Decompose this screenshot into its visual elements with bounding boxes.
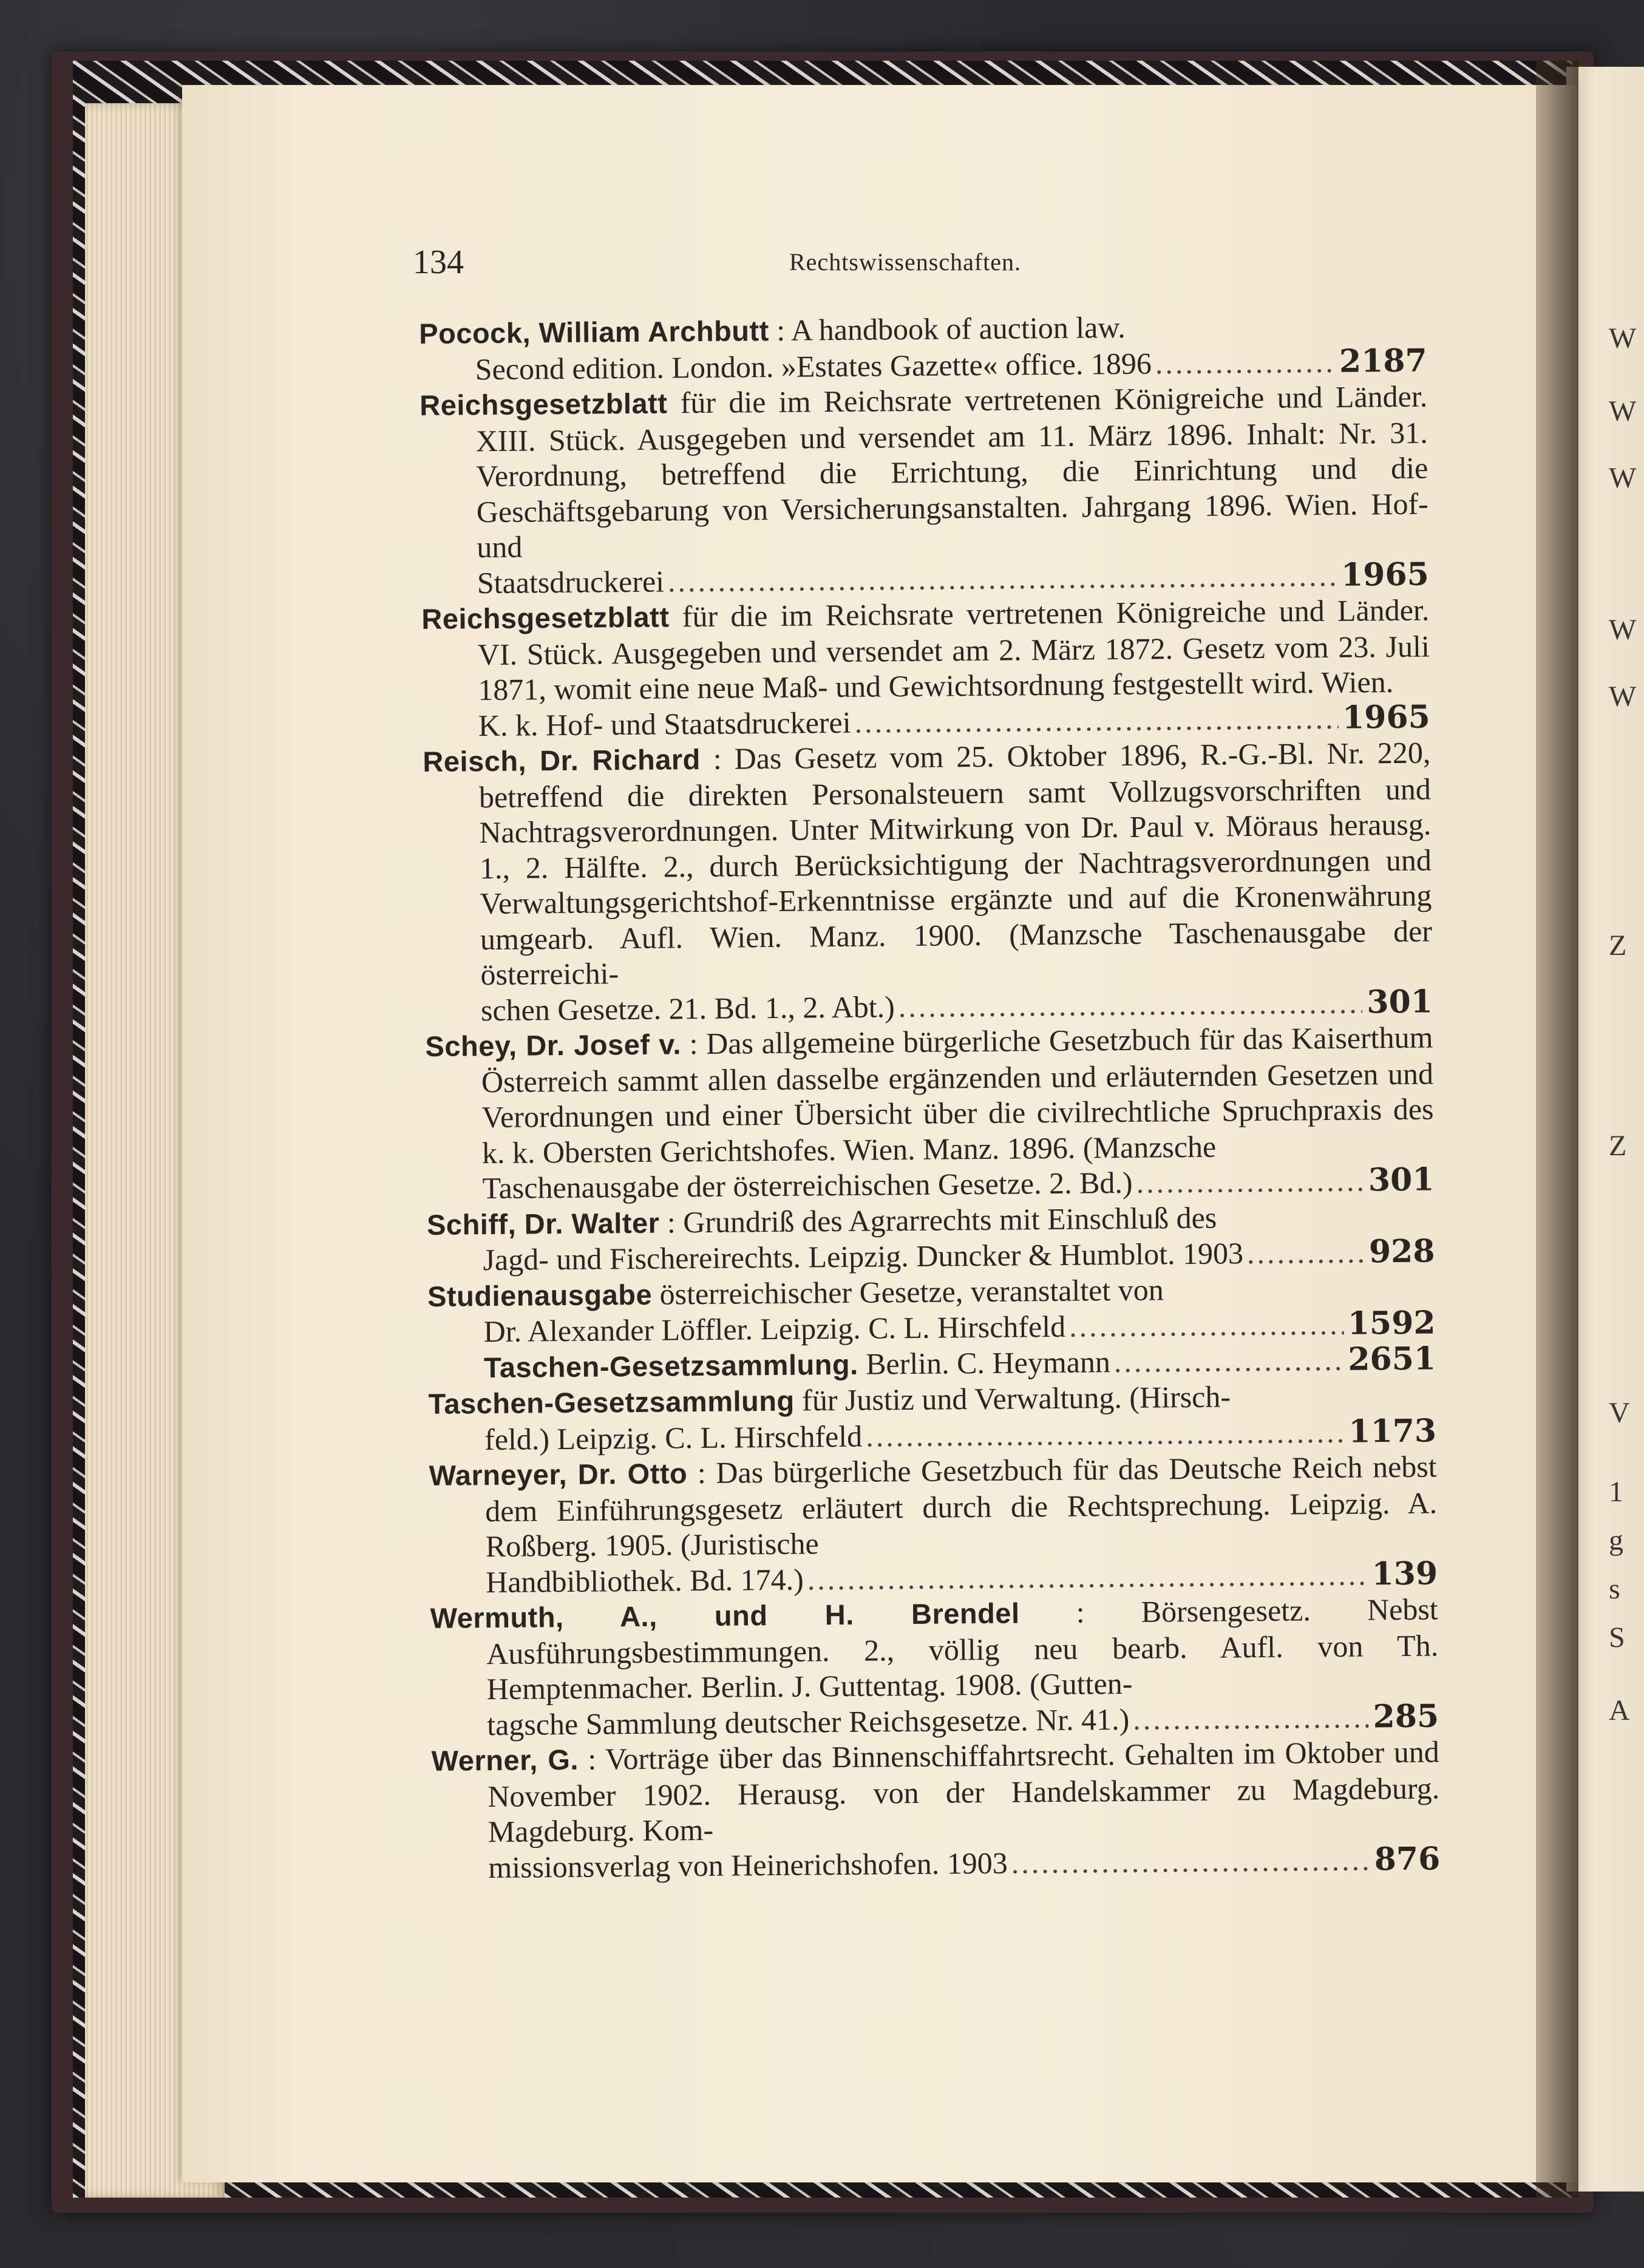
entry-final-text: tagsche Sammlung deutscher Reichsgesetze. Nr. 41.)	[487, 1702, 1130, 1742]
entry-heading: Taschen-Gesetzsammlung.	[483, 1348, 858, 1384]
entry-text	[421, 592, 1430, 707]
facing-page-letter: g	[1609, 1524, 1623, 1557]
entry-body: für Justiz und Verwaltung. (Hirsch-	[801, 1379, 1231, 1418]
bibliography-entry	[421, 592, 1430, 743]
entry-final-text: Handbibliothek. Bd. 174.)	[485, 1562, 804, 1599]
entry-heading: Studienausgabe	[427, 1278, 653, 1312]
bibliography-entry	[428, 1377, 1436, 1457]
entry-body: : Börsengesetz. Nebst Ausführungsbestimmungen. 2., völlig neu bearb. Aufl. von Th. Hemptenmacher. Berlin. J. Guttentag. 1908. (Gutten-	[486, 1592, 1439, 1706]
facing-page-letter: s	[1609, 1573, 1620, 1605]
dot-leader	[1136, 1163, 1364, 1200]
entry-body: für die im Reichsrate vertretenen Königreiche und Länder. XIII. Stück. Ausgegeben und versendet am 11. März 1896. Inhalt: Nr. 31. Verordnung, betreffend die Errichtung, die Einrichtung und die Geschäftsgebarung von Versicherungsanstalten. Jahrgang 1896. Wien. Hof- und	[475, 379, 1429, 565]
facing-page-letter: V	[1609, 1397, 1630, 1429]
entry-final-text: feld.) Leipzig. C. L. Hirschfeld	[484, 1419, 863, 1456]
entry-body: : Das bürgerliche Gesetzbuch für das Deutsche Reich nebst dem Einführungsgesetz erläutert durch die Rechtsprechung. Leipzig. A. Roßberg. 1905. (Juristische	[484, 1449, 1438, 1564]
book-gutter	[1536, 61, 1578, 2198]
entry-final-text: Jagd- und Fischereirechts. Leipzig. Duncker & Humblot. 1903	[483, 1236, 1244, 1277]
entry-body: österreichischer Gesetze, veranstaltet von	[659, 1272, 1164, 1311]
facing-page-letter: W	[1609, 395, 1637, 427]
catalog-number: 2651	[1348, 1339, 1436, 1378]
entry-final-text: K. k. Hof- und Staatsdruckerei	[478, 705, 851, 742]
entry-final-text: Second edition. London. »Estates Gazette« office. 1896	[475, 345, 1152, 386]
entry-heading: Schiff, Dr. Walter	[426, 1206, 660, 1241]
entry-heading: Reichsgesetzblatt	[421, 600, 670, 635]
dot-leader	[1011, 1842, 1370, 1881]
catalog-number: 139	[1371, 1554, 1438, 1592]
entry-body: : A handbook of auction law.	[776, 310, 1126, 347]
entry-body: : Grundriß des Agrarrechts mit Einschluß des	[667, 1200, 1217, 1239]
entry-final-text: Staatsdruckerei	[477, 563, 665, 600]
entry-heading: Pocock, William Archbutt	[419, 314, 769, 350]
dot-leader	[1069, 1306, 1344, 1344]
entry-final-text: schen Gesetze. 21. Bd. 1., 2. Abt.)	[480, 989, 895, 1027]
dot-leader	[807, 1557, 1367, 1597]
entry-final-text: Berlin. C. Heymann	[865, 1344, 1111, 1381]
entry-heading: Reisch, Dr. Richard	[423, 742, 701, 778]
bibliography-entry	[429, 1448, 1438, 1600]
entry-text	[425, 1019, 1434, 1170]
bibliography-entry	[427, 1198, 1435, 1278]
entry-body: für die im Reichsrate vertretenen Königreiche und Länder. VI. Stück. Ausgegeben und versendet am 2. März 1872. Gesetz vom 23. Juli 1871, womit eine neue Maß- und Gewichtsordnung festgestellt wird. Wien.	[477, 592, 1430, 707]
dot-leader	[866, 1414, 1345, 1453]
entry-body: : Vorträge über das Binnenschiffahrtsrecht. Gehalten im Oktober und November 1902. Herausg. von der Handelskammer zu Magdeburg. Magdeburg. Kom-	[487, 1734, 1440, 1849]
catalog-number: 285	[1373, 1697, 1439, 1735]
entry-final-text: Taschenausgabe der österreichischen Gesetze. 2. Bd.)	[482, 1165, 1133, 1206]
catalog-number: 301	[1367, 982, 1433, 1020]
facing-page-letter: Z	[1609, 929, 1627, 962]
dot-leader	[1155, 344, 1336, 381]
facing-page-letter: A	[1609, 1694, 1630, 1726]
bibliography-entry	[427, 1269, 1436, 1350]
bibliography-entry	[425, 1019, 1434, 1206]
dot-leader	[668, 557, 1338, 599]
running-head: Rechtswissenschaften.	[789, 248, 1022, 276]
catalog-number: 876	[1374, 1839, 1441, 1878]
facing-page-letter: W	[1609, 322, 1637, 355]
bibliography-entry	[419, 307, 1427, 387]
entry-text	[423, 735, 1433, 992]
entry-text	[431, 1734, 1440, 1849]
entry-list	[419, 307, 1441, 1886]
entry-heading: Reichsgesetzblatt	[419, 387, 668, 421]
catalog-number: 928	[1368, 1232, 1435, 1271]
facing-page-letter: W	[1609, 681, 1637, 713]
dot-leader	[898, 985, 1363, 1024]
entry-heading: Warneyer, Dr. Otto	[429, 1457, 688, 1492]
catalog-number: 1965	[1340, 555, 1430, 594]
dot-leader	[1133, 1699, 1368, 1737]
catalog-number: 1173	[1348, 1411, 1437, 1450]
catalog-number: 1965	[1342, 698, 1431, 736]
entry-text	[429, 1448, 1438, 1564]
facing-page-letter: W	[1609, 614, 1637, 646]
entry-body: : Das Gesetz vom 25. Oktober 1896, R.-G.-Bl. Nr. 220, betreffend die direkten Personalsteuern samt Vollzugsvorschriften und Nachtragsverordnungen. Unter Mitwirkung von Dr. Paul v. Möraus herausg. 1., 2. Hälfte. 2., durch Berücksichtigung der Nachtragsverordnungen und Verwaltungsgerichtshof-Erkenntnisse ergänzte und auf die Kronenwährung umgearb. Aufl. Wien. Manz. 1900. (Manzsche Taschenausgabe der österreichi-	[478, 735, 1433, 992]
catalog-number: 1592	[1347, 1304, 1436, 1342]
page-number: 134	[413, 243, 464, 281]
bibliography-entry	[430, 1591, 1439, 1742]
entry-heading: Taschen-Gesetzsammlung	[428, 1384, 795, 1420]
entry-body: : Das allgemeine bürgerliche Gesetzbuch für das Kaiserthum Österreich sammt allen dasselbe ergänzenden und erläuternden Gesetzen und Verordnungen und einer Übersicht über die civilrechtliche Spruchpraxis des k. k. Obersten Gerichtshofes. Wien. Manz. 1896. (Manzsche	[481, 1020, 1434, 1170]
bibliography-entry	[432, 1734, 1441, 1885]
facing-page-letter: Z	[1609, 1130, 1627, 1162]
entry-heading: Werner, G.	[431, 1743, 579, 1777]
facing-page-letter: S	[1609, 1621, 1625, 1654]
entry-heading: Schey, Dr. Josef v.	[425, 1028, 682, 1062]
dot-leader	[1247, 1234, 1365, 1271]
catalog-number: 2187	[1339, 342, 1427, 380]
entry-text	[430, 1591, 1439, 1706]
entry-text	[419, 379, 1429, 565]
facing-page-letter: 1	[1609, 1476, 1623, 1508]
entry-heading: Wermuth, A., und H. Brendel	[430, 1597, 1020, 1634]
entry-final-text: Dr. Alexander Löffler. Leipzig. C. L. Hirschfeld	[483, 1309, 1066, 1349]
catalog-number: 301	[1368, 1161, 1435, 1199]
bibliography-entry	[419, 379, 1429, 601]
dot-leader	[854, 700, 1339, 739]
entry-final-text: missionsverlag von Heinerichshofen. 1903	[488, 1845, 1008, 1884]
dot-leader	[1114, 1342, 1345, 1379]
facing-page-letter: W	[1609, 462, 1637, 494]
bibliography-entry	[423, 735, 1433, 1028]
